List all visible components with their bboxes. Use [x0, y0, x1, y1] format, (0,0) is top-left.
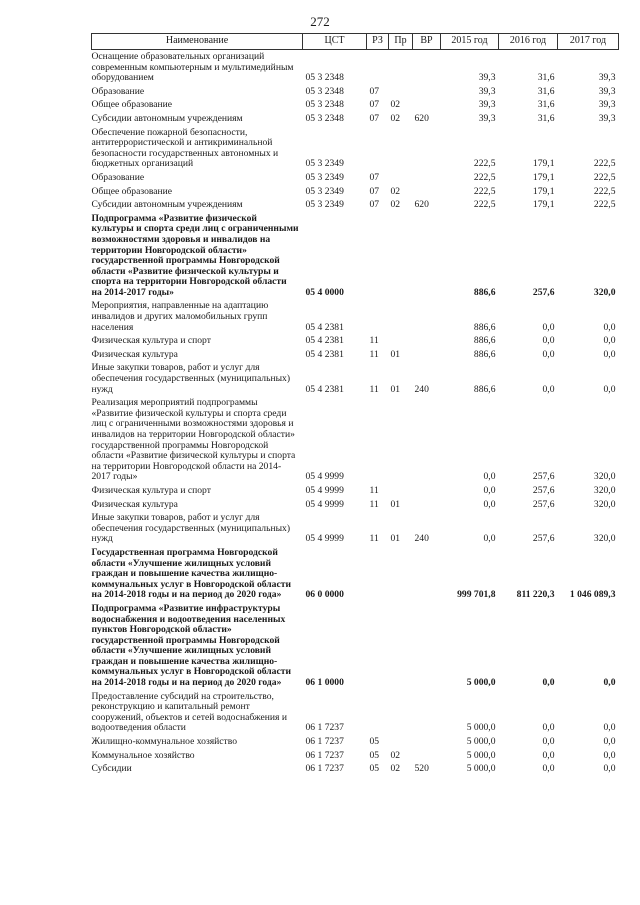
- row-2017: 0,0: [603, 321, 616, 333]
- table-row: [92, 511, 619, 546]
- row-pr: [389, 299, 413, 334]
- row-vr: [413, 185, 441, 199]
- row-2015: 5 000,0: [466, 749, 496, 761]
- row-pr: [389, 85, 413, 99]
- row-cst: 05 4 9999: [305, 498, 344, 510]
- table-row: [92, 334, 619, 348]
- row-name: Обеспечение пожарной безопасности, антитеррористической и антикриминальной безопасности государственных автономных и бюджетных организаций: [91, 126, 279, 170]
- row-2016: 179,1: [532, 185, 555, 197]
- row-2016: 31,6: [537, 85, 555, 97]
- row-2015: 886,6: [473, 348, 496, 360]
- row-cst: 05 4 2381: [305, 335, 344, 347]
- row-2017: 222,5: [593, 171, 616, 183]
- row-rz: 07: [369, 199, 380, 211]
- row-name: Иные закупки товаров, работ и услуг для обеспечения государственных (муниципальных) нужд: [91, 512, 291, 545]
- row-name: Образование: [91, 171, 145, 183]
- row-rz: 07: [369, 112, 380, 124]
- table-row: [92, 546, 619, 602]
- row-2017: 320,0: [593, 286, 616, 298]
- row-2017: 0,0: [603, 348, 616, 360]
- row-2016: 0,0: [542, 677, 555, 689]
- row-name: Физическая культура: [91, 498, 178, 510]
- row-2016: 31,6: [537, 72, 555, 84]
- header-2015: 2015 год: [441, 34, 499, 50]
- row-vr: 620: [414, 112, 429, 124]
- row-2015: 222,5: [473, 171, 496, 183]
- row-vr: [413, 334, 441, 348]
- row-2017: 39,3: [598, 85, 616, 97]
- row-2015: 222,5: [473, 185, 496, 197]
- row-rz: [367, 126, 389, 171]
- row-pr: 02: [390, 99, 401, 111]
- row-rz: 11: [369, 348, 379, 360]
- row-2015: 5 000,0: [466, 736, 496, 748]
- row-name: Подпрограмма «Развитие инфраструктуры водоснабжения и водоотведения населенных пунктов Новгородской области» государственной программы Новгородской области «Улучшение жилищных условий граждан и повышение качества жилищно-коммунальных услуг в Новгородской области на 2014-2018 годы и на период до 2020 года»: [91, 602, 291, 689]
- row-rz: [367, 299, 389, 334]
- table-row: [92, 484, 619, 498]
- row-cst: 05 3 2349: [305, 185, 344, 197]
- row-rz: 05: [369, 749, 380, 761]
- budget-table: [91, 33, 619, 776]
- row-rz: [367, 212, 389, 300]
- row-name: Реализация мероприятий подпрограммы «Развитие физической культуры и спорта среди лиц с ограниченными возможностями здоровья и инвалидов на территории Новгородской области» государственной программы Новгородской области «Развитие физической культуры и спорта на территории Новгородской области на 2014-2017 годы»: [91, 397, 296, 483]
- row-cst: 06 1 7237: [305, 763, 344, 775]
- header-2016: 2016 год: [499, 34, 558, 50]
- row-pr: [389, 212, 413, 300]
- row-2017: 0,0: [603, 763, 616, 775]
- row-cst: 05 3 2349: [305, 199, 344, 211]
- row-pr: [389, 546, 413, 602]
- row-cst: 05 4 9999: [305, 471, 344, 483]
- row-pr: 02: [390, 112, 401, 124]
- table-row: [92, 498, 619, 512]
- row-2016: 257,6: [532, 471, 555, 483]
- header-pr: Пр: [389, 34, 413, 50]
- row-rz: [367, 546, 389, 602]
- row-2015: 886,6: [473, 286, 496, 298]
- row-vr: [413, 50, 441, 85]
- row-2017: 320,0: [593, 471, 616, 483]
- table-row: [92, 198, 619, 212]
- row-rz: 07: [369, 85, 380, 97]
- table-row: [92, 735, 619, 749]
- row-cst: 05 3 2349: [305, 158, 344, 170]
- table-row: [92, 212, 619, 300]
- row-cst: 06 1 7237: [305, 749, 344, 761]
- table-row: [92, 85, 619, 99]
- row-2017: 0,0: [603, 749, 616, 761]
- row-2016: 257,6: [532, 484, 555, 496]
- header-cst: ЦСТ: [303, 34, 367, 50]
- table-row: [92, 602, 619, 690]
- row-2017: 39,3: [598, 99, 616, 111]
- row-2017: 0,0: [603, 736, 616, 748]
- row-cst: 05 3 2348: [305, 112, 344, 124]
- row-pr: 02: [390, 749, 401, 761]
- row-cst: 05 3 2348: [305, 72, 344, 84]
- table-row: [92, 98, 619, 112]
- page-number: 272: [310, 14, 330, 29]
- row-cst: 05 3 2348: [305, 99, 344, 111]
- row-rz: 05: [369, 736, 380, 748]
- row-2017: 0,0: [603, 383, 616, 395]
- table-row: [92, 112, 619, 126]
- row-2016: 0,0: [542, 749, 555, 761]
- row-rz: 11: [369, 533, 379, 545]
- row-2015: 222,5: [473, 199, 496, 211]
- table-row: [92, 762, 619, 776]
- row-name: Образование: [91, 85, 145, 97]
- row-name: Государственная программа Новгородской области «Улучшение жилищных условий граждан и повышение качества жилищно-коммунальных услуг в Новгородской области на 2014-2018 годы и на период до 2020 года»: [91, 546, 291, 601]
- row-vr: 620: [414, 199, 429, 211]
- table-row: [92, 348, 619, 362]
- row-2016: 0,0: [542, 321, 555, 333]
- row-name: Мероприятия, направленные на адаптацию инвалидов и других маломобильных групп населения: [91, 300, 269, 333]
- row-2016: 0,0: [542, 763, 555, 775]
- row-2016: 31,6: [537, 112, 555, 124]
- row-vr: [413, 749, 441, 763]
- row-name: Субсидии: [91, 763, 132, 775]
- row-rz: 11: [369, 383, 379, 395]
- row-cst: 06 1 7237: [305, 722, 344, 734]
- row-2015: 39,3: [478, 72, 496, 84]
- table-row: [92, 126, 619, 171]
- row-pr: 01: [390, 498, 401, 510]
- row-2015: 0,0: [483, 498, 496, 510]
- row-2017: 320,0: [593, 533, 616, 545]
- row-rz: [367, 602, 389, 690]
- row-pr: 01: [390, 533, 401, 545]
- row-2015: 0,0: [483, 471, 496, 483]
- row-name: Предоставление субсидий на строительство, реконструкцию и капитальный ремонт сооружений, объектов и сетей водоснабжения и водоотведения области: [91, 690, 287, 734]
- row-pr: 02: [390, 185, 401, 197]
- row-2015: 0,0: [483, 484, 496, 496]
- row-name: Иные закупки товаров, работ и услуг для обеспечения государственных (муниципальных) нужд: [91, 362, 291, 395]
- row-vr: [413, 735, 441, 749]
- row-2017: 0,0: [603, 677, 616, 689]
- table-row: [92, 690, 619, 735]
- row-pr: [389, 334, 413, 348]
- row-cst: 06 1 7237: [305, 736, 344, 748]
- row-name: Общее образование: [91, 99, 173, 111]
- row-rz: 07: [369, 185, 380, 197]
- row-2017: 39,3: [598, 112, 616, 124]
- row-name: Общее образование: [91, 185, 173, 197]
- table-row: [92, 396, 619, 484]
- row-2015: 39,3: [478, 99, 496, 111]
- row-cst: 05 4 2381: [305, 321, 344, 333]
- row-2017: 1 046 089,3: [569, 589, 616, 601]
- row-2017: 222,5: [593, 185, 616, 197]
- row-pr: [389, 171, 413, 185]
- row-rz: [367, 50, 389, 85]
- row-vr: [413, 212, 441, 300]
- row-name: Оснащение образовательных организаций современным компьютерным и мультимедийным оборудованием: [91, 51, 294, 84]
- row-vr: [413, 98, 441, 112]
- row-2015: 222,5: [473, 158, 496, 170]
- row-2015: 39,3: [478, 85, 496, 97]
- row-2017: 320,0: [593, 484, 616, 496]
- row-vr: [413, 396, 441, 484]
- row-pr: [389, 396, 413, 484]
- row-pr: [389, 126, 413, 171]
- table-body: [92, 50, 619, 776]
- row-2017: 222,5: [593, 158, 616, 170]
- row-2016: 179,1: [532, 158, 555, 170]
- row-2016: 257,6: [532, 498, 555, 510]
- row-vr: [413, 484, 441, 498]
- row-2015: 5 000,0: [466, 722, 496, 734]
- table-row: [92, 50, 619, 85]
- table-row: [92, 185, 619, 199]
- row-vr: [413, 602, 441, 690]
- row-cst: 05 4 2381: [305, 348, 344, 360]
- row-rz: 07: [369, 171, 380, 183]
- row-pr: 01: [390, 348, 401, 360]
- table-row: [92, 361, 619, 396]
- row-2016: 0,0: [542, 383, 555, 395]
- row-2015: 886,6: [473, 383, 496, 395]
- row-2017: 222,5: [593, 199, 616, 211]
- row-2015: 886,6: [473, 321, 496, 333]
- row-vr: [413, 126, 441, 171]
- row-name: Подпрограмма «Развитие физической культуры и спорта среди лиц с ограниченными возможностями здоровья и инвалидов на территории Новгородской области» государственной программы Новгородской области «Развитие физической культуры и спорта на территории Новгородской области на 2014-2017 годы»: [91, 212, 299, 298]
- row-2015: 999 701,8: [457, 589, 496, 601]
- row-2016: 179,1: [532, 171, 555, 183]
- row-vr: [413, 85, 441, 99]
- row-cst: 06 1 0000: [305, 677, 344, 689]
- row-pr: [389, 50, 413, 85]
- row-2016: 0,0: [542, 722, 555, 734]
- row-rz: 05: [369, 763, 380, 775]
- row-2016: 811 220,3: [516, 589, 555, 601]
- row-vr: 520: [414, 763, 429, 775]
- row-pr: 01: [390, 383, 401, 395]
- row-vr: [413, 498, 441, 512]
- row-2015: 5 000,0: [466, 677, 496, 689]
- row-2016: 0,0: [542, 736, 555, 748]
- row-2017: 0,0: [603, 335, 616, 347]
- row-2015: 886,6: [473, 335, 496, 347]
- row-2017: 320,0: [593, 498, 616, 510]
- row-cst: 05 3 2349: [305, 171, 344, 183]
- row-2015: 39,3: [478, 112, 496, 124]
- row-vr: [413, 171, 441, 185]
- row-cst: 06 0 0000: [305, 589, 344, 601]
- header-2017: 2017 год: [558, 34, 619, 50]
- header-vr: ВР: [413, 34, 441, 50]
- row-2015: 0,0: [483, 533, 496, 545]
- row-name: Субсидии автономным учреждениям: [91, 199, 243, 211]
- row-2016: 0,0: [542, 348, 555, 360]
- header-rz: РЗ: [367, 34, 389, 50]
- row-rz: 11: [369, 498, 379, 510]
- row-vr: [413, 690, 441, 735]
- row-rz: [367, 690, 389, 735]
- row-name: Коммунальное хозяйство: [91, 749, 195, 761]
- row-vr: [413, 348, 441, 362]
- row-pr: [389, 484, 413, 498]
- row-name: Субсидии автономным учреждениям: [91, 112, 243, 124]
- row-rz: 11: [369, 484, 379, 496]
- row-cst: 05 4 9999: [305, 533, 344, 545]
- row-cst: 05 3 2348: [305, 85, 344, 97]
- row-pr: 02: [390, 199, 401, 211]
- row-2016: 179,1: [532, 199, 555, 211]
- table-row: [92, 299, 619, 334]
- row-cst: 05 4 0000: [305, 286, 344, 298]
- row-vr: 240: [414, 383, 429, 395]
- row-vr: [413, 546, 441, 602]
- row-pr: [389, 690, 413, 735]
- row-2017: 0,0: [603, 722, 616, 734]
- row-rz: 11: [369, 335, 379, 347]
- row-rz: 07: [369, 99, 380, 111]
- header-name: Наименование: [92, 34, 303, 50]
- row-vr: 240: [414, 533, 429, 545]
- row-2016: 0,0: [542, 335, 555, 347]
- row-2017: 39,3: [598, 72, 616, 84]
- row-2016: 31,6: [537, 99, 555, 111]
- row-name: Жилищно-коммунальное хозяйство: [91, 736, 238, 748]
- row-2015: 5 000,0: [466, 763, 496, 775]
- row-pr: [389, 735, 413, 749]
- row-pr: 02: [390, 763, 401, 775]
- row-cst: 05 4 2381: [305, 383, 344, 395]
- row-name: Физическая культура: [91, 348, 178, 360]
- table-row: [92, 171, 619, 185]
- row-vr: [413, 299, 441, 334]
- row-rz: [367, 396, 389, 484]
- row-name: Физическая культура и спорт: [91, 484, 211, 496]
- row-2016: 257,6: [532, 286, 555, 298]
- row-cst: 05 4 9999: [305, 484, 344, 496]
- row-name: Физическая культура и спорт: [91, 335, 211, 347]
- row-2016: 257,6: [532, 533, 555, 545]
- row-pr: [389, 602, 413, 690]
- table-row: [92, 749, 619, 763]
- header-row: [92, 34, 619, 50]
